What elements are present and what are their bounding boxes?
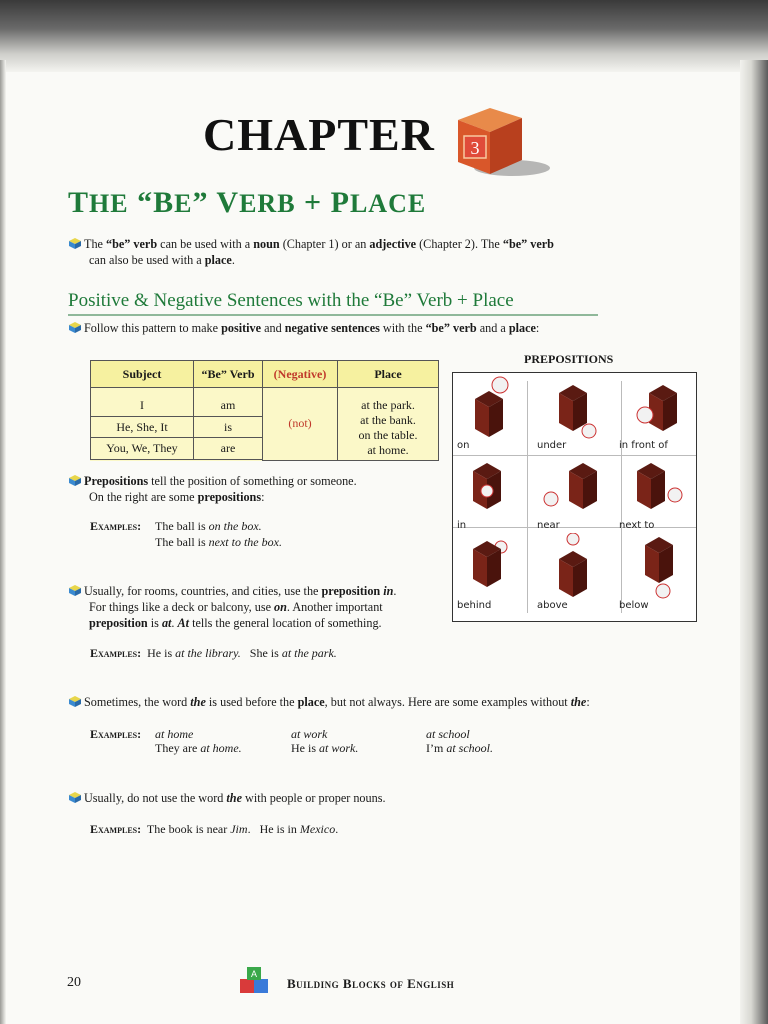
section-heading: Positive & Negative Sentences with the “Be” Verb + Place (68, 290, 514, 311)
prep-behind: behind (453, 533, 534, 615)
prep-near: near (533, 453, 614, 535)
examples-3: Examples: at home They are at home. at work He is at work. at school I’m at school. (90, 727, 493, 755)
prep-under: under (533, 373, 614, 455)
prepositions-title: PREPOSITIONS (524, 352, 614, 366)
negative-cell: (not) (263, 388, 338, 461)
col-header-be-verb: “Be” Verb (194, 361, 263, 388)
col-header-place: Place (338, 361, 439, 388)
col-header-negative: (Negative) (263, 361, 338, 388)
prep-below: below (615, 533, 696, 615)
chapter-cube-icon (452, 102, 552, 182)
usually-paragraph: Usually, for rooms, countries, and cities, use the preposition in. For things like a deck or balcony, use on. Another important preposition is at. At tells the general location of something. (69, 583, 469, 631)
verb-cell: is (194, 416, 263, 438)
book-title: Building Blocks of English (287, 976, 455, 991)
prep-on: on (453, 373, 534, 455)
cube-bullet-icon (69, 322, 81, 333)
prepositions-grid (452, 372, 697, 622)
section-underline (68, 314, 598, 316)
subject-cell: I (91, 396, 194, 417)
chapter-heading: CHAPTER (203, 109, 435, 160)
chapter-number: 3 (470, 138, 480, 158)
prep-above: above (533, 533, 614, 615)
page-top-shadow (0, 0, 768, 72)
abc-blocks-icon (236, 965, 276, 999)
pattern-paragraph: Follow this pattern to make positive and negative sentences with the “be” verb and a place: (69, 320, 539, 336)
page-left-shadow (0, 60, 6, 1024)
col-header-subject: Subject (91, 361, 194, 388)
cube-bullet-icon (69, 696, 81, 707)
abc-blocks-text: A (250, 969, 258, 979)
examples-1: Examples: The ball is on the box. The ball is next to the box. (90, 519, 282, 549)
chapter-title: THE “BE” VERB + PLACE (68, 186, 427, 219)
prepositions-paragraph: Prepositions tell the position of something or someone. On the right are some prepositions: (69, 473, 429, 505)
place-cell: at the park. at the bank. on the table. at home. (338, 396, 439, 461)
prep-next-to: next to (615, 453, 696, 535)
page-number: 20 (67, 975, 81, 990)
people-paragraph: Usually, do not use the word the with people or proper nouns. (69, 790, 669, 806)
cube-bullet-icon (69, 475, 81, 486)
subject-cell: You, We, They (91, 438, 194, 460)
subject-cell: He, She, It (91, 416, 194, 438)
examples-2: Examples: He is at the library. She is at the park. (90, 646, 337, 660)
sentence-pattern-table (90, 360, 439, 461)
examples-4: Examples: The book is near Jim. He is in Mexico. (90, 822, 339, 836)
cube-bullet-icon (69, 792, 81, 803)
prep-in: in (453, 453, 534, 535)
cube-bullet-icon (69, 238, 81, 249)
prep-in-front-of: in front of (615, 373, 696, 455)
cube-bullet-icon (69, 585, 81, 596)
intro-paragraph: The “be” verb can be used with a noun (Chapter 1) or an adjective (Chapter 2). The “be” verb can also be used with a place. (69, 236, 669, 268)
sometimes-paragraph: Sometimes, the word the is used before the place, but not always. Here are some examples without the: (69, 694, 689, 710)
verb-cell: are (194, 438, 263, 460)
page-right-shadow (740, 60, 768, 1024)
verb-cell: am (194, 396, 263, 417)
